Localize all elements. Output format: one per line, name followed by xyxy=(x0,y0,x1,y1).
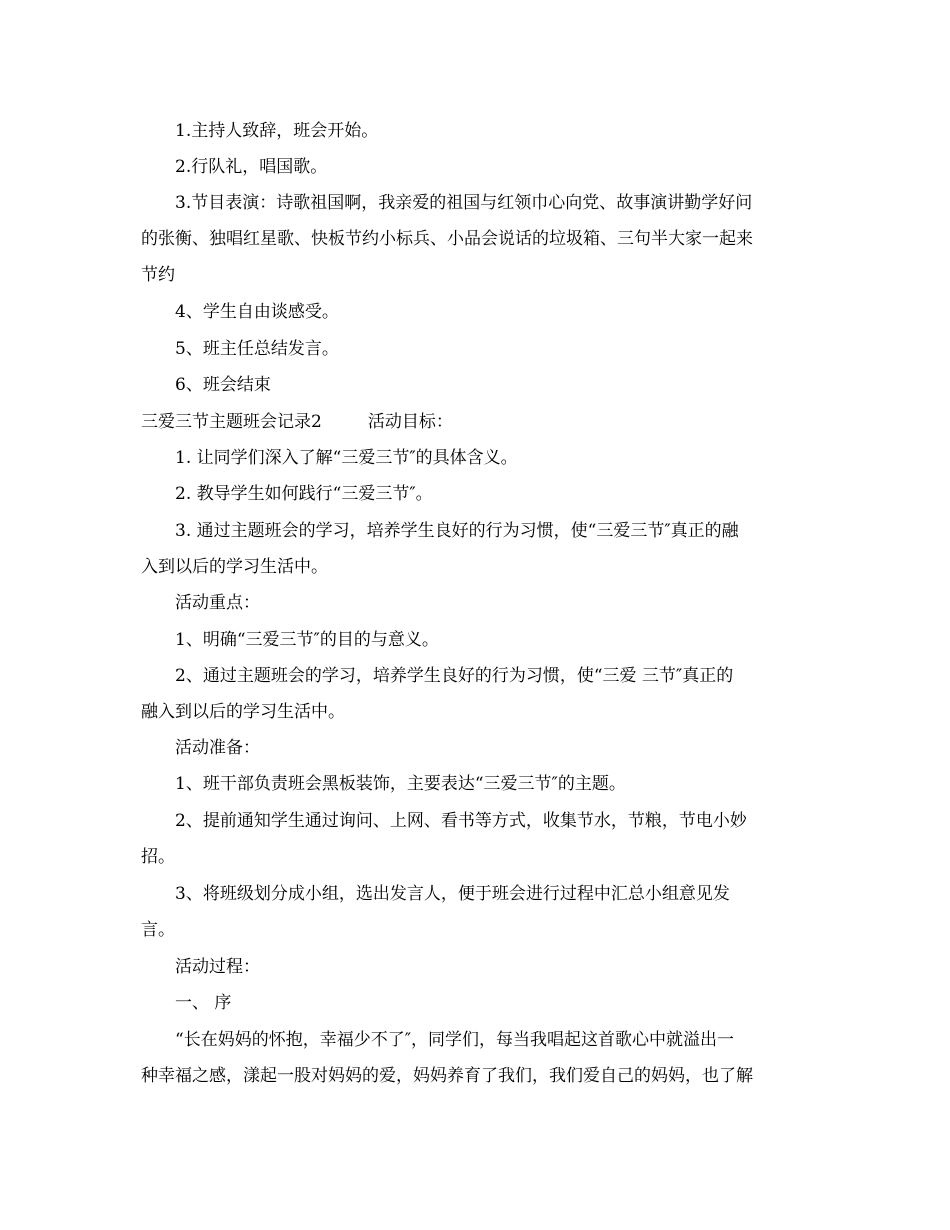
text-line: 2. 教导学生如何践行“三爱三节″。 xyxy=(175,484,433,504)
text-line: 2、提前通知学生通过询问、上网、看书等方式，收集节水，节粮，节电小妙 xyxy=(175,811,747,831)
text-line: “长在妈妈的怀抱，幸福少不了″，同学们，每当我唱起这首歌心中就溢出一 xyxy=(175,1030,735,1050)
text-line: 入到以后的学习生活中。 xyxy=(141,557,328,577)
text-line: 4、学生自由谈感受。 xyxy=(175,302,339,322)
section-title: 三爱三节主题班会记录2 xyxy=(141,412,322,432)
text-line: 3. 通过主题班会的学习，培养学生良好的行为习惯，使“三爱三节″真正的融 xyxy=(175,521,739,541)
text-line: 节约 xyxy=(141,265,175,285)
text-line: 的张衡、独唱红星歌、快板节约小标兵、小品会说话的垃圾箱、三句半大家一起来 xyxy=(141,229,753,249)
section-subtitle: 活动目标： xyxy=(367,412,453,432)
text-line: 一、 序 xyxy=(175,993,232,1013)
text-line: 1.主持人致辞，班会开始。 xyxy=(175,121,379,141)
text-line: 5、班主任总结发言。 xyxy=(175,339,339,359)
text-line: 1、明确“三爱三节″的目的与意义。 xyxy=(175,630,439,650)
section-heading xyxy=(141,410,453,434)
text-line: 1. 让同学们深入了解“三爱三节″的具体含义。 xyxy=(175,448,518,468)
text-line: 活动重点： xyxy=(175,593,260,613)
text-line: 2、通过主题班会的学习，培养学生良好的行为习惯，使“三爱 三节″真正的 xyxy=(175,666,734,686)
text-line: 2.行队礼，唱国歌。 xyxy=(175,157,328,177)
text-line: 种幸福之感，漾起一股对妈妈的爱，妈妈养育了我们，我们爱自己的妈妈，也了解 xyxy=(141,1066,753,1086)
text-line: 活动过程： xyxy=(175,957,260,977)
text-line: 6、班会结束 xyxy=(175,375,271,395)
text-line: 融入到以后的学习生活中。 xyxy=(141,702,345,722)
text-line: 3、将班级划分成小组，选出发言人，便于班会进行过程中汇总小组意见发 xyxy=(175,884,730,904)
text-line: 活动准备： xyxy=(175,738,260,758)
text-line: 言。 xyxy=(141,920,175,940)
text-line: 招。 xyxy=(141,847,175,867)
text-line: 3.节目表演：诗歌祖国啊，我亲爱的祖国与红领巾心向党、故事演讲勤学好问 xyxy=(175,193,753,213)
text-line: 1、班干部负责班会黑板装饰，主要表达“三爱三节″的主题。 xyxy=(175,774,626,794)
